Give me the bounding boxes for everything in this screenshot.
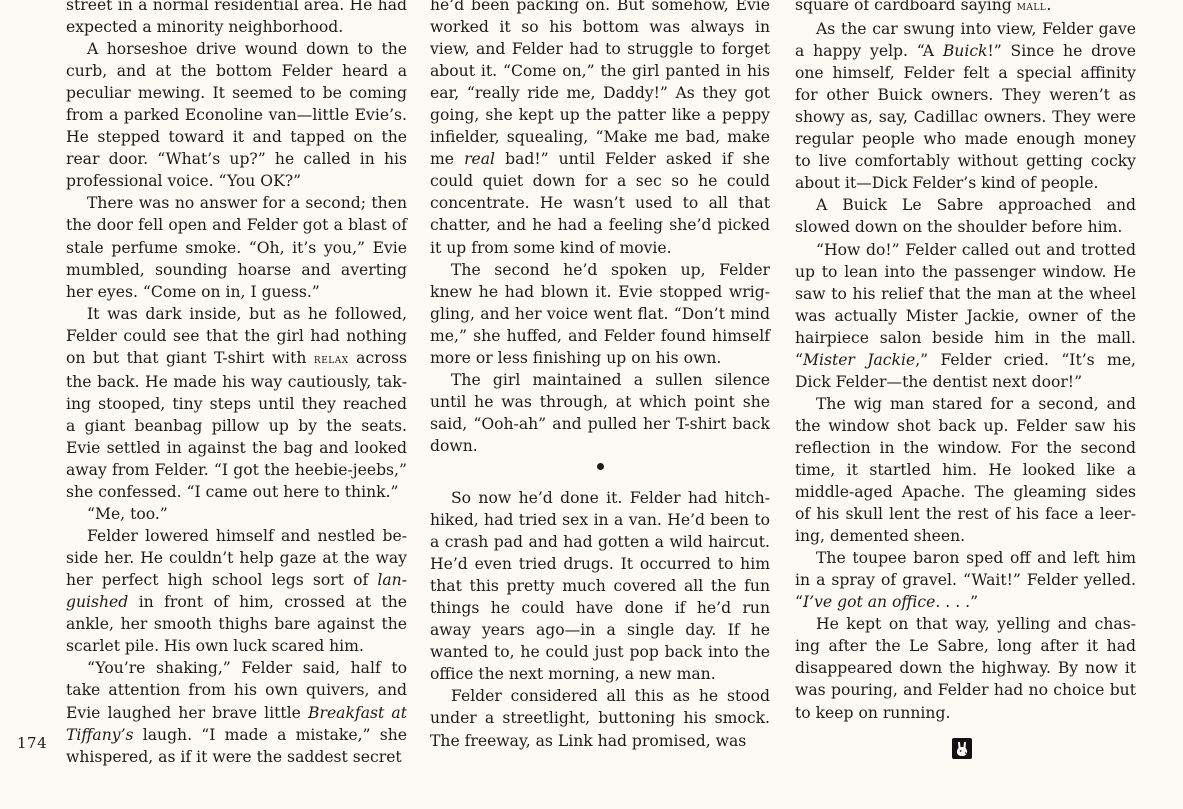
italic-text: Breakfast at Tiffany’s xyxy=(66,703,407,744)
text-column-3 xyxy=(795,0,1136,724)
text-run: The wig man stared for a second, and the window shot back up. Felder saw his reflection in the window. For the second time, it startled him. He looked like a middle-aged Apache. The gleaming sides of his skull lent the rest of his face a leering, demented sheen. xyxy=(795,394,1136,546)
text-run: . xyxy=(1046,0,1052,14)
text-run: He kept on that way, yelling and chasing after the Le Sabre, long after it had disappeared down the highway. By now it was pouring, and Felder had no choice but to keep on running. xyxy=(795,615,1136,722)
text-run: square of cardboard saying xyxy=(795,0,1017,14)
text-run: So now he’d done it. Felder had hitchhiked, had tried sex in a van. He’d been to a crash pad and had gotten a wild haircut. He’d even tried drugs. It occurred to him that this pretty much covered all the fun things he could have done if he’d run away years ago—in a single day. If he wanted to, he could just pop back into the office the next morning, a new man. xyxy=(430,488,770,684)
text-run: A Buick Le Sabre approached and slowed down on the shoulder before him. xyxy=(795,196,1136,237)
text-run: The girl maintained a sullen silence until he was through, at which point she said, “Ooh-ah” and pulled her T-shirt back down. xyxy=(430,370,770,455)
small-caps-text: mall xyxy=(1016,0,1047,14)
paragraph xyxy=(430,259,770,369)
paragraph xyxy=(430,369,770,457)
rabbit-head-logo-icon xyxy=(952,738,972,759)
text-run: There was no answer for a second; then the door fell open and Felder got a blast of stale perfume smoke. “Oh, it’s you,” Evie mumbled, sounding hoarse and averting her eyes. “Come on in, I guess.” xyxy=(66,194,407,301)
paragraph xyxy=(66,38,407,192)
paragraph xyxy=(795,547,1136,613)
text-run: ” xyxy=(970,593,979,612)
paragraph xyxy=(795,239,1136,393)
paragraph xyxy=(795,18,1136,194)
italic-text: languished xyxy=(66,571,407,612)
text-run: The second he’d spoken up, Felder knew he had blown it. Evie stopped wriggling, and her voice went flat. “Don’t mind me,” she huffed, and Felder found himself more or less finishing up on his own. xyxy=(430,260,770,367)
paragraph xyxy=(795,393,1136,547)
paragraph xyxy=(795,613,1136,723)
text-column-2 xyxy=(430,0,770,752)
text-run: “Me, too.” xyxy=(87,505,168,524)
text-run: As the car swung into view, Felder gave a happy yelp. “A xyxy=(795,20,1136,61)
section-break-dot xyxy=(597,463,604,470)
italic-text: Buick xyxy=(942,42,988,61)
text-run: he’d been packing on. But somehow, Evie worked it so his bottom was always in view, and Felder had to struggle to forget about it. “Come on,” the girl panted in his ear, “really ride me, Daddy!” As they got going, she kept up the patter like a peppy infielder, squealing, “Make me bad, make me xyxy=(430,0,770,169)
paragraph xyxy=(430,685,770,751)
paragraph xyxy=(66,525,407,657)
text-run: bad!” until Felder asked if she could quiet down for a sec so he could concentrate. He wasn’t used to all that chatter, and he had a feeling she’d picked it up from some kind of movie. xyxy=(430,150,771,257)
text-run: The toupee baron sped off and left him in a spray of gravel. “Wait!” Felder yelled. “ xyxy=(795,549,1136,612)
text-run: “You’re shaking,” Felder said, half to take attention from his own quivers, and Evie laughed her brave little xyxy=(66,659,407,722)
text-run: in front of him, crossed at the ankle, her smooth thighs bare against the scarlet pile. His own luck scared him. xyxy=(66,593,407,656)
text-run: street in a normal residential area. He had expected a minority neighborhood. xyxy=(66,0,407,37)
text-run: It was dark inside, but as he followed, Felder could see that the girl had nothing on but that giant T-shirt with xyxy=(66,304,407,367)
italic-text: real xyxy=(464,150,496,169)
paragraph xyxy=(795,194,1136,238)
page-number: 174 xyxy=(17,734,48,752)
paragraph xyxy=(66,303,407,503)
text-run: ,” Felder cried. “It’s me, Dick Felder—the dentist next door!” xyxy=(795,350,1136,391)
text-run: A horseshoe drive wound down to the curb, and at the bottom Felder heard a peculiar mewing. It seemed to be coming from a parked Econoline van—little Evie’s. He stepped toward it and tapped on the rear door. “What’s up?” he called in his professional voice. “You OK?” xyxy=(66,40,407,191)
text-run: !” Since he drove one himself, Felder felt a special affinity for other Buick owners. They weren’t as showy as, say, Cadillac owners. They were regular people who made enough money to live comfortably without getting cocky about it—Dick Felder’s kind of people. xyxy=(795,42,1136,193)
paragraph xyxy=(66,192,407,302)
paragraph xyxy=(430,487,770,685)
paragraph xyxy=(66,0,407,38)
paragraph xyxy=(66,503,407,525)
text-run: Felder lowered himself and nestled beside her. He couldn’t help gaze at the way her perfect high school legs sort of xyxy=(66,527,407,590)
paragraph xyxy=(795,0,1136,18)
text-run: laugh. “I made a mistake,” she whispered, as if it were the saddest secret xyxy=(66,725,407,766)
italic-text: Mister Jackie xyxy=(802,350,916,369)
paragraph xyxy=(66,657,407,767)
small-caps-text: relax xyxy=(313,351,349,367)
text-column-1 xyxy=(66,0,407,768)
text-run: Felder considered all this as he stood under a streetlight, buttoning his smock. The freeway, as Link had promised, was xyxy=(430,687,770,750)
paragraph xyxy=(430,0,770,259)
text-run: across the back. He made his way cautiously, taking stooped, tiny steps until they reached a giant beanbag pillow up by the seats. Evie settled in against the bag and looked away from Felder. “I got the heebie-jeebs,” she confessed. “I came out here to think.” xyxy=(66,348,407,502)
italic-text: I’ve got an office. . . . xyxy=(802,593,971,612)
text-run: “How do!” Felder called out and trotted up to lean into the passenger window. He saw to his relief that the man at the wheel was actually Mister Jackie, owner of the hairpiece salon beside him in the mall. “ xyxy=(795,240,1136,369)
